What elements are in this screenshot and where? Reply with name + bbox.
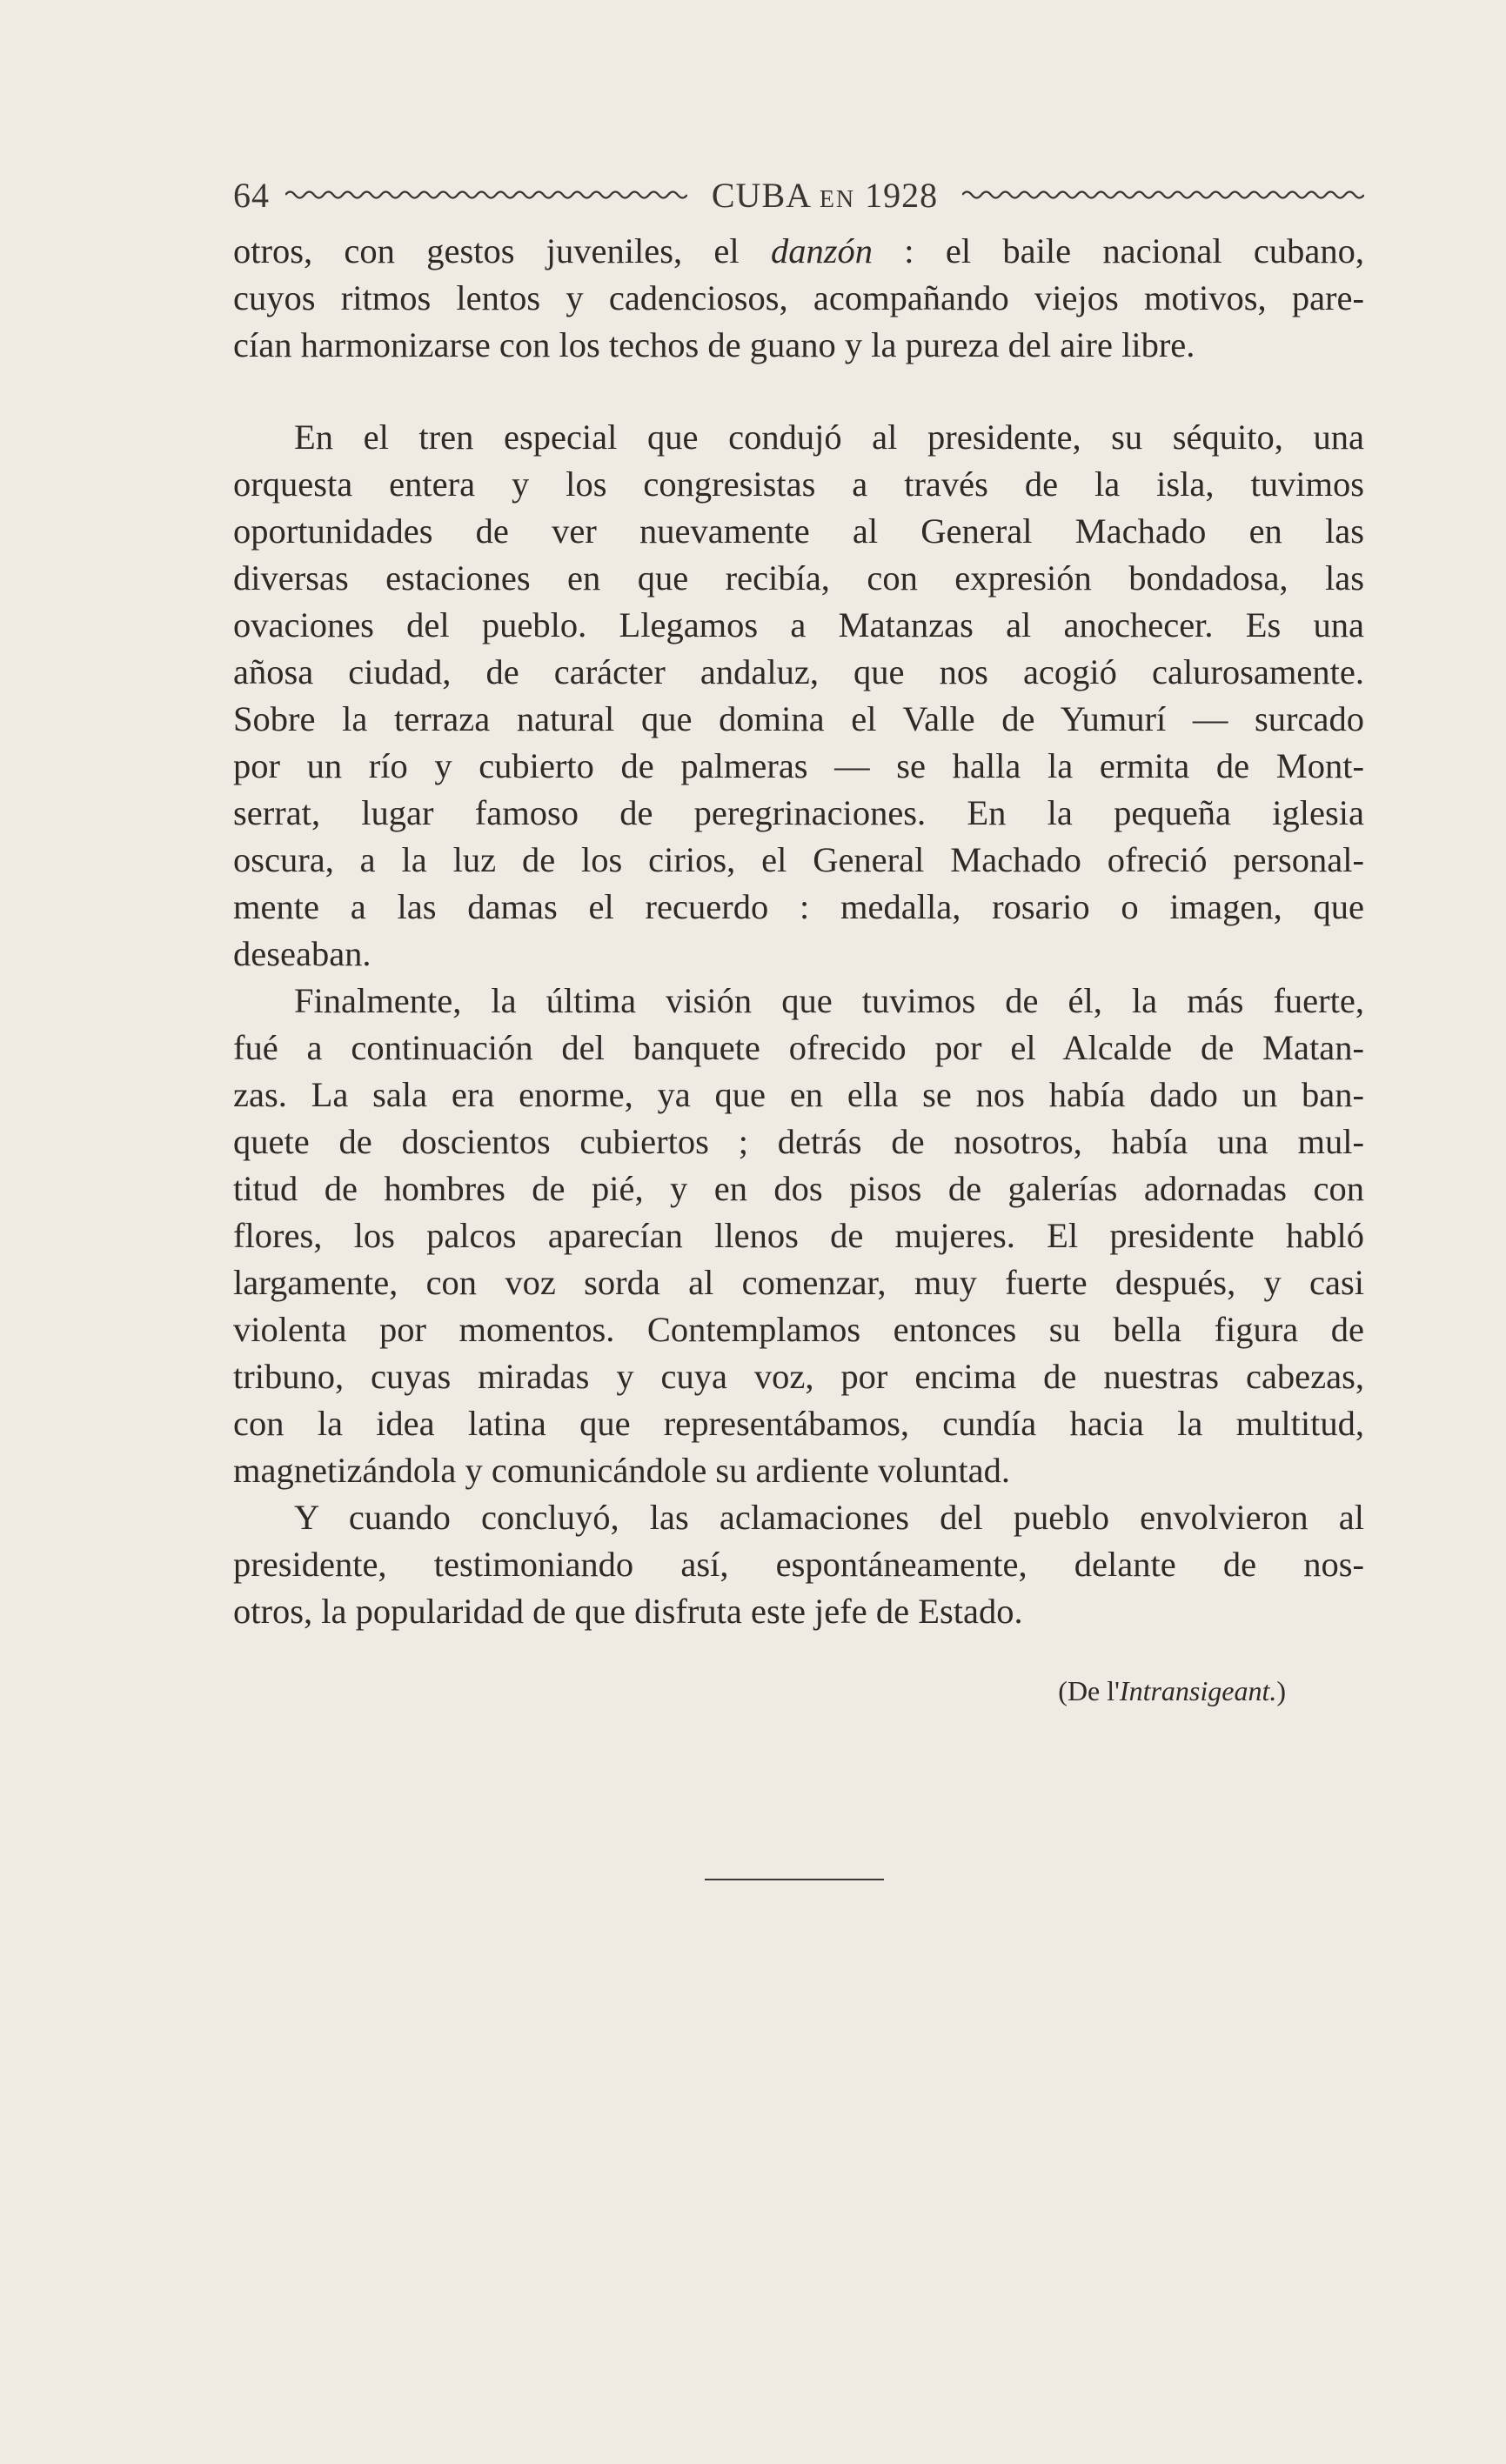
- text-line: quete de doscientos cubiertos ; detrás de nosotros, había una mul-: [233, 1122, 1364, 1161]
- text-line: cían harmonizarse con los techos de guano y la pureza del aire libre.: [233, 325, 1195, 364]
- paragraph-1: [233, 228, 1364, 369]
- text-line: magnetizándola y comunicándole su ardiente voluntad.: [233, 1451, 1010, 1490]
- running-title-word-2: EN: [819, 185, 856, 213]
- text-fragment: otros, con gestos juveniles, el: [233, 231, 771, 270]
- text-line: violenta por momentos. Contemplamos entonces su bella figura de: [233, 1310, 1364, 1349]
- running-title-word-3: 1928: [865, 175, 939, 215]
- text-line: Y cuando concluyó, las aclamaciones del pueblo envolvieron al: [294, 1498, 1364, 1537]
- paragraph-2: [233, 414, 1364, 978]
- paragraph-3: [233, 978, 1364, 1494]
- wavy-ornament-left: [285, 189, 687, 201]
- section-rule: [705, 1879, 884, 1880]
- text-line: fué a continuación del banquete ofrecido por el Alcalde de Matan-: [233, 1028, 1364, 1067]
- text-line: oportunidades de ver nuevamente al General Machado en las: [233, 511, 1364, 551]
- attribution-prefix: (De l': [1058, 1675, 1120, 1706]
- italic-word-danzon: danzón: [770, 231, 873, 270]
- attribution-suffix: ): [1276, 1675, 1286, 1706]
- text-fragment: : el baile nacional cubano,: [873, 231, 1364, 270]
- running-title: [687, 175, 962, 216]
- running-title-word-1: CUBA: [711, 175, 810, 215]
- text-line: por un río y cubierto de palmeras — se halla la ermita de Mont-: [233, 746, 1364, 785]
- text-line: mente a las damas el recuerdo : medalla, rosario o imagen, que: [233, 887, 1364, 926]
- paragraph-gap: [233, 369, 1364, 414]
- text-line: zas. La sala era enorme, ya que en ella se nos había dado un ban-: [233, 1075, 1364, 1114]
- text-line: con la idea latina que representábamos, cundía hacia la multitud,: [233, 1404, 1364, 1443]
- text-line: En el tren especial que condujó al presidente, su séquito, una: [294, 417, 1364, 457]
- paragraph-4: [233, 1494, 1364, 1635]
- text-line: [233, 228, 1364, 275]
- text-line: diversas estaciones en que recibía, con expresión bondadosa, las: [233, 558, 1364, 598]
- body-text: [233, 228, 1364, 1635]
- text-line: serrat, lugar famoso de peregrinaciones. En la pequeña iglesia: [233, 793, 1364, 832]
- text-line: otros, la popularidad de que disfruta este jefe de Estado.: [233, 1592, 1023, 1631]
- text-line: añosa ciudad, de carácter andaluz, que nos acogió calurosamente.: [233, 652, 1364, 691]
- source-attribution: [233, 1670, 1286, 1712]
- wavy-ornament-right: [962, 189, 1364, 201]
- text-line: ovaciones del pueblo. Llegamos a Matanzas al anochecer. Es una: [233, 605, 1364, 644]
- text-line: deseaban.: [233, 934, 371, 973]
- attribution-source: Intransigeant.: [1119, 1675, 1277, 1706]
- running-head: [233, 170, 1364, 219]
- text-line: Sobre la terraza natural que domina el Valle de Yumurí — surcado: [233, 699, 1364, 738]
- text-line: Finalmente, la última visión que tuvimos de él, la más fuerte,: [294, 981, 1364, 1020]
- text-line: tribuno, cuyas miradas y cuya voz, por encima de nuestras cabezas,: [233, 1357, 1364, 1396]
- text-line: largamente, con voz sorda al comenzar, muy fuerte después, y casi: [233, 1263, 1364, 1302]
- text-line: presidente, testimoniando así, espontáneamente, delante de nos-: [233, 1545, 1364, 1584]
- text-line: cuyos ritmos lentos y cadenciosos, acompañando viejos motivos, pare-: [233, 278, 1364, 317]
- text-line: orquesta entera y los congresistas a través de la isla, tuvimos: [233, 464, 1364, 504]
- text-line: flores, los palcos aparecían llenos de mujeres. El presidente habló: [233, 1216, 1364, 1255]
- text-line: oscura, a la luz de los cirios, el General Machado ofreció personal-: [233, 840, 1364, 879]
- page-number: 64: [233, 175, 270, 215]
- text-line: titud de hombres de pié, y en dos pisos de galerías adornadas con: [233, 1169, 1364, 1208]
